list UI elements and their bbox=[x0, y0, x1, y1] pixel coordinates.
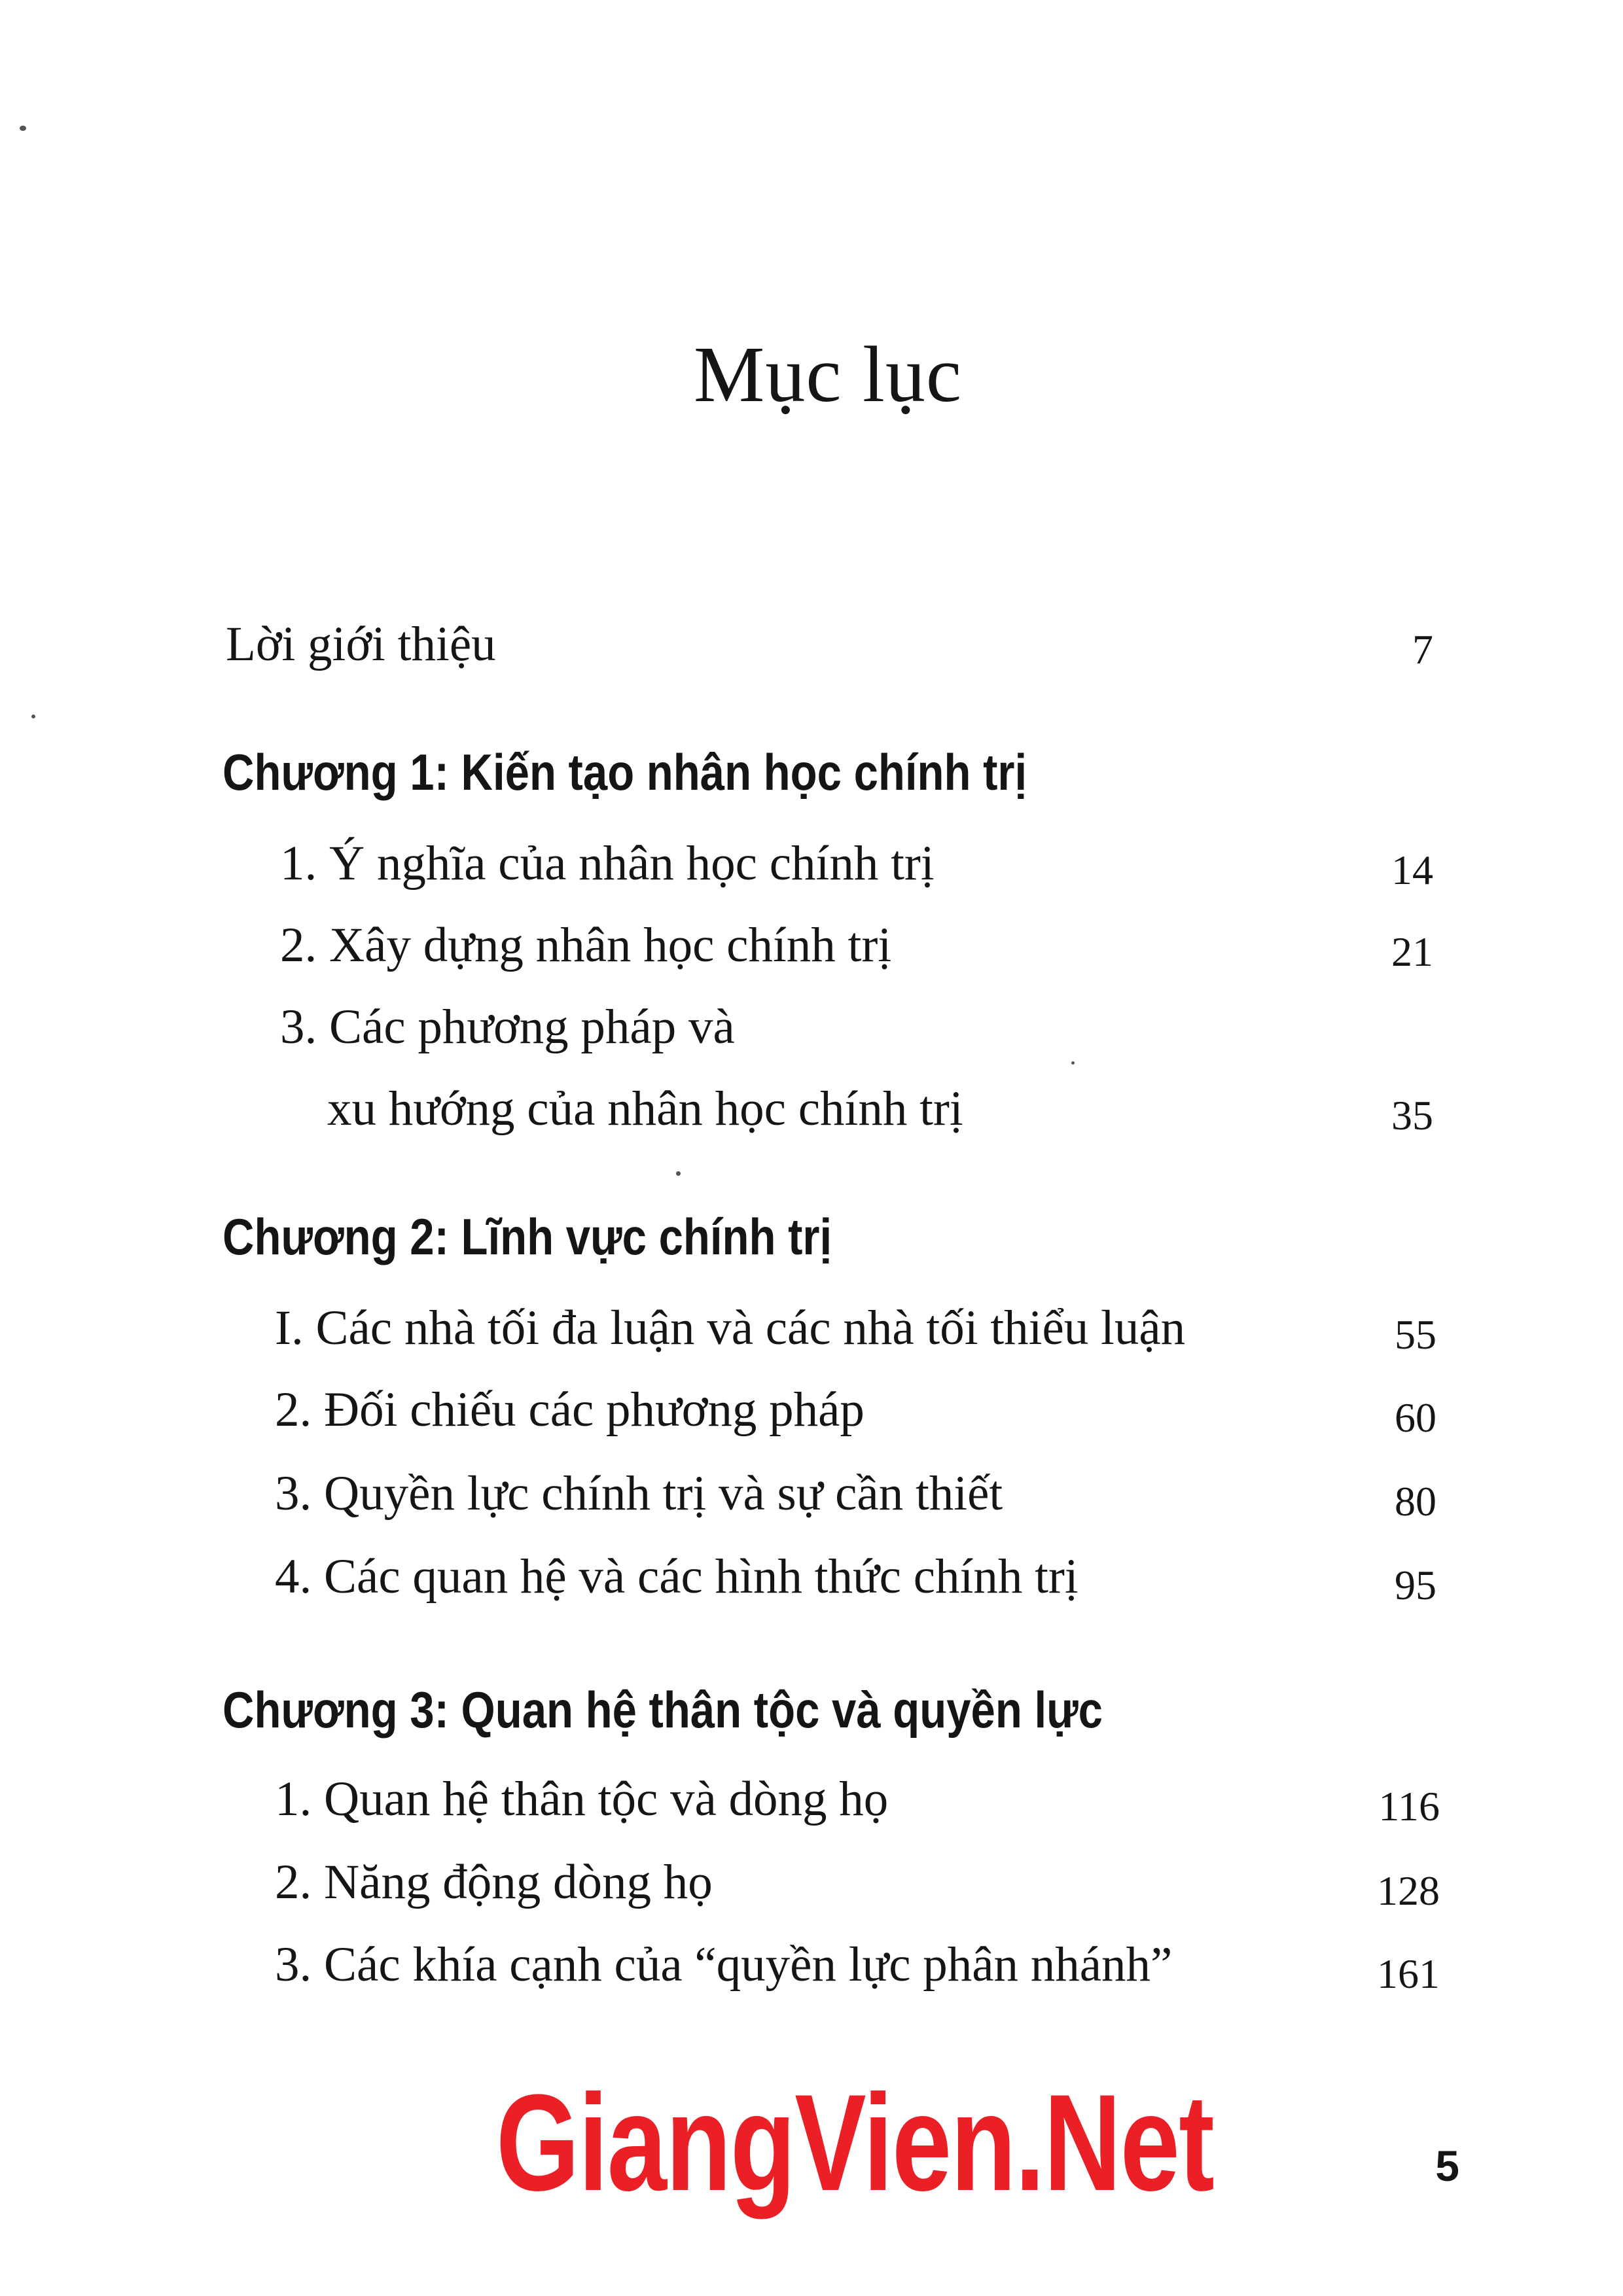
watermark-logo: GiangVien.Net bbox=[496, 2066, 1214, 2219]
toc-entry-label: 3. Các khía cạnh của “quyền lực phân nhánh” bbox=[275, 1937, 1173, 1992]
chapter-1-heading[interactable]: Chương 1: Kiến tạo nhân học chính trị bbox=[223, 743, 1027, 801]
toc-entry-label: 1. Quan hệ thân tộc và dòng họ bbox=[275, 1772, 889, 1826]
toc-entry-label: Lời giới thiệu bbox=[226, 617, 496, 671]
scan-speck bbox=[1071, 1061, 1075, 1065]
page-number: 116 bbox=[1378, 1783, 1440, 1829]
toc-entry-label: 4. Các quan hệ và các hình thức chính trị bbox=[275, 1549, 1079, 1604]
chapter-2-heading[interactable]: Chương 2: Lĩnh vực chính trị bbox=[223, 1208, 832, 1265]
toc-entry-label: 3. Quyền lực chính trị và sự cần thiết bbox=[275, 1466, 1003, 1521]
page-number: 35 bbox=[1391, 1092, 1433, 1139]
toc-entry-label: 1. Ý nghĩa của nhân học chính trị bbox=[280, 836, 935, 891]
page-number: 7 bbox=[1412, 626, 1433, 673]
page-number: 14 bbox=[1391, 847, 1433, 893]
page-title: Mục lục bbox=[693, 330, 963, 419]
page-number: 80 bbox=[1395, 1478, 1436, 1525]
page-number: 55 bbox=[1395, 1311, 1436, 1358]
scan-speck bbox=[676, 1171, 681, 1176]
toc-entry-label: 2. Đối chiếu các phương pháp bbox=[275, 1383, 865, 1437]
toc-entry-label: xu hướng của nhân học chính trị bbox=[327, 1082, 963, 1136]
page-folio: 5 bbox=[1435, 2142, 1459, 2190]
page-number: 128 bbox=[1377, 1867, 1440, 1914]
page-number: 21 bbox=[1391, 928, 1433, 975]
page-number: 60 bbox=[1395, 1394, 1436, 1441]
toc-entry-label: 3. Các phương pháp và bbox=[280, 1000, 735, 1054]
page-number: 95 bbox=[1395, 1562, 1436, 1608]
page-number: 161 bbox=[1377, 1951, 1440, 1997]
chapter-3-heading[interactable]: Chương 3: Quan hệ thân tộc và quyền lực bbox=[223, 1681, 1103, 1739]
toc-entry-label: 2. Xây dựng nhân học chính trị bbox=[280, 918, 892, 972]
scan-speck bbox=[31, 715, 35, 718]
toc-entry-label: I. Các nhà tối đa luận và các nhà tối thiểu luận bbox=[275, 1301, 1186, 1355]
toc-entry-label: 2. Năng động dòng họ bbox=[275, 1855, 713, 1909]
scan-speck bbox=[20, 126, 26, 131]
